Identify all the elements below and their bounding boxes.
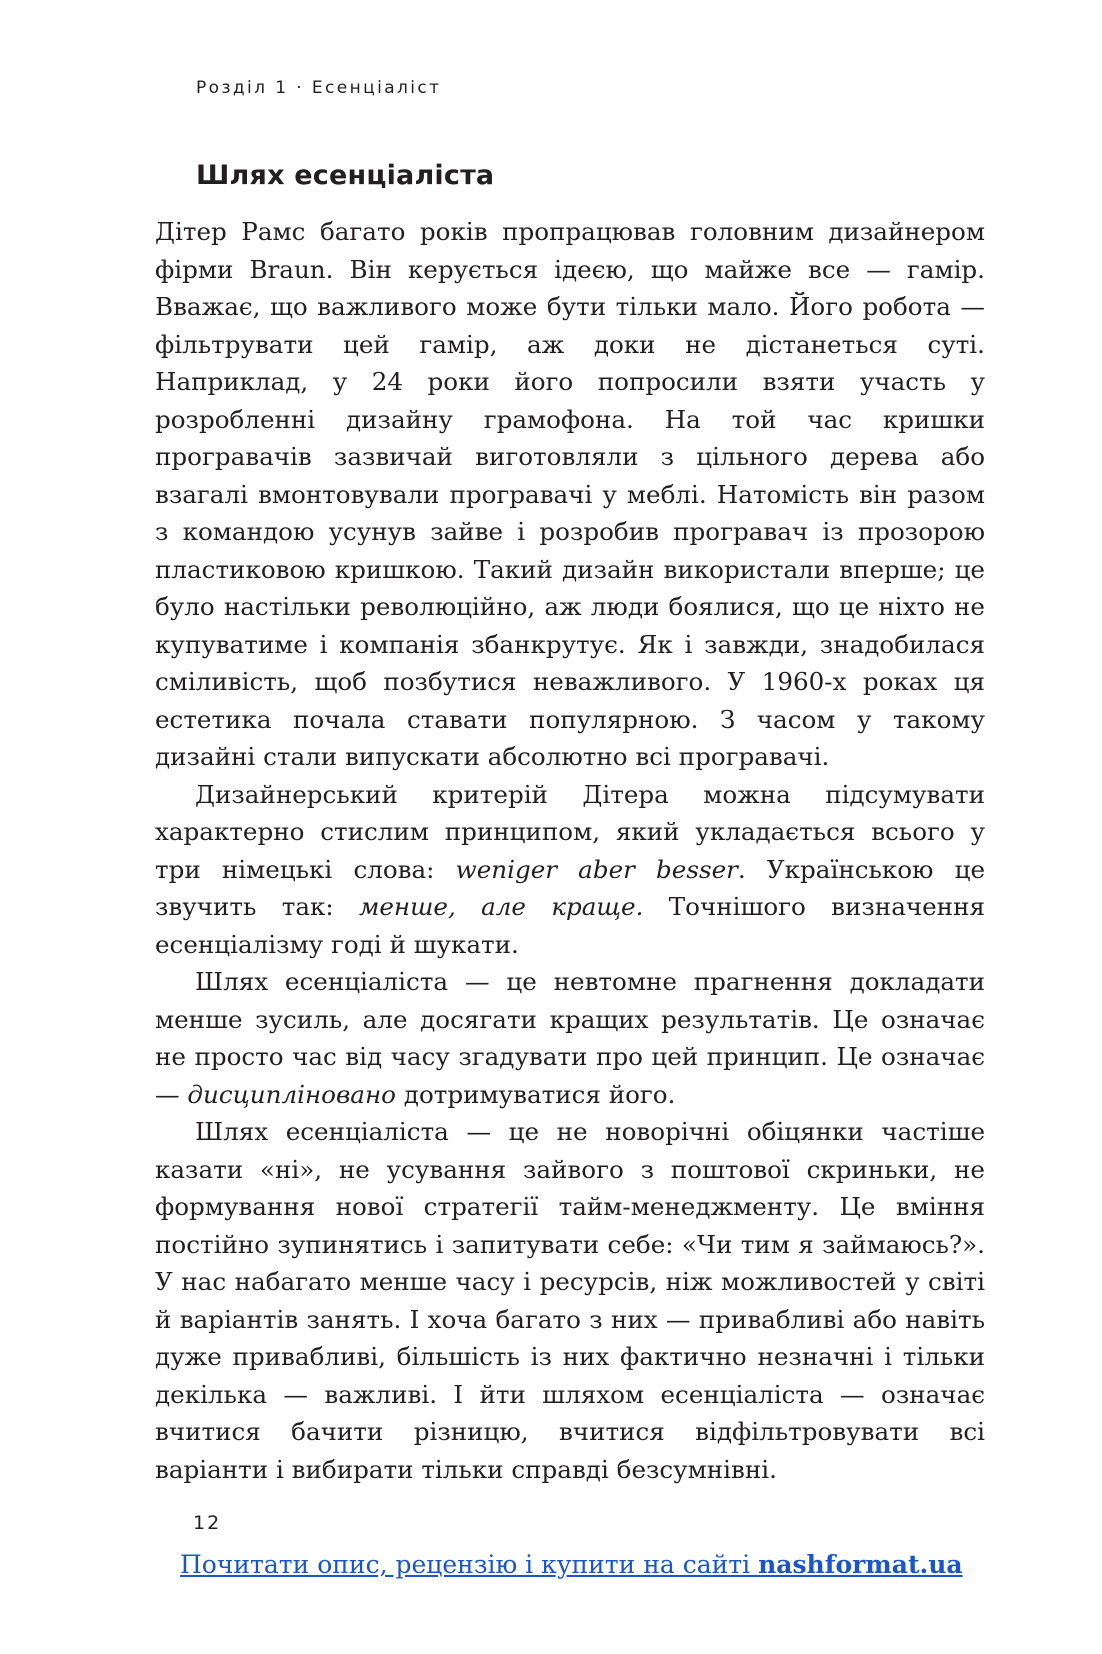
paragraph-1: Дітер Рамс багато років пропрацював головним дизайнером фірми Braun. Він керується ідеєю, що майже все — гамір. Вважає, що важливого може бути тільки мало. Його робота — фільтрувати цей гамір, аж доки не дістанеться суті. Наприклад, у 24 роки його попросили взяти участь у розробленні дизайну грамофона. На той час кришки програвачів зазвичай виготовляли з цільного дерева або взагалі вмонтовували програвачі у меблі. Натомість він разом з командою усунув зайве і розробив програвач із прозорою пластиковою кришкою. Такий дизайн використали вперше; це було настільки революційно, аж люди боялися, що це ніхто не купуватиме і компанія збанкрутує. Як і завжди, знадобилася сміливість, щоб позбутися неважливого. У 1960-х роках ця естетика почала ставати популярною. З часом у такому дизайні стали випускати абсолютно всі програвачі. (155, 217, 985, 771)
body-text (155, 213, 985, 1488)
paragraph-2-translation: менше, але краще. (358, 892, 644, 921)
paragraph-2-text-1: Дизайнерський критерій Дітера можна підсумувати характерно стислим принципом, який укладається всього у три німецькі слова: (155, 779, 985, 884)
page-number: 12 (193, 1512, 222, 1534)
paragraph-3-emphasis: дисципліновано (187, 1079, 396, 1109)
running-header: Розділ 1 · Есенціаліст (196, 78, 442, 98)
promo-link-site: nashformat.ua (758, 1550, 963, 1579)
paragraph-2-text-3: Точнішого визначення есенціалізму годі й шукати. (155, 892, 985, 959)
paragraph-3 (155, 963, 985, 1113)
paragraph-2-text-2: . Українською це звучить так: (155, 854, 986, 921)
paragraph-4: Шлях есенціаліста — це не новорічні обіцянки частіше казати «ні», не усування зайвого з поштової скриньки, не формування нової стратегії тайм-менеджменту. Це вміння постійно зупинятись і запитувати себе: «Чи тим я займаюсь?». У нас набагато менше часу і ресурсів, ніж можливостей у світі й варіантів занять. І хоча багато з них — привабливі або навіть дуже привабливі, більшість із них фактично незначні і тільки декілька — важливі. І йти шляхом есенціаліста — означає вчитися бачити різницю, вчитися відфільтровувати всі варіанти і вибирати тільки справді безсумнівні. (155, 1117, 985, 1484)
paragraph-3-text-2: дотримуватися його. (395, 1079, 676, 1109)
paragraph-3-text-1: Шлях есенціаліста — це невтомне прагнення докладати менше зусиль, але досягати кращих результатів. Це означає не просто час від часу згадувати про цей принцип. Це означає — (155, 967, 985, 1109)
promo-link-text: Почитати опис, рецензію і купити на сайті (180, 1550, 759, 1579)
promo-link[interactable] (180, 1550, 963, 1579)
paragraph-2 (155, 776, 985, 964)
paragraph-2-german-phrase: weniger aber besser (455, 854, 738, 884)
section-title: Шлях есенціаліста (196, 160, 495, 191)
